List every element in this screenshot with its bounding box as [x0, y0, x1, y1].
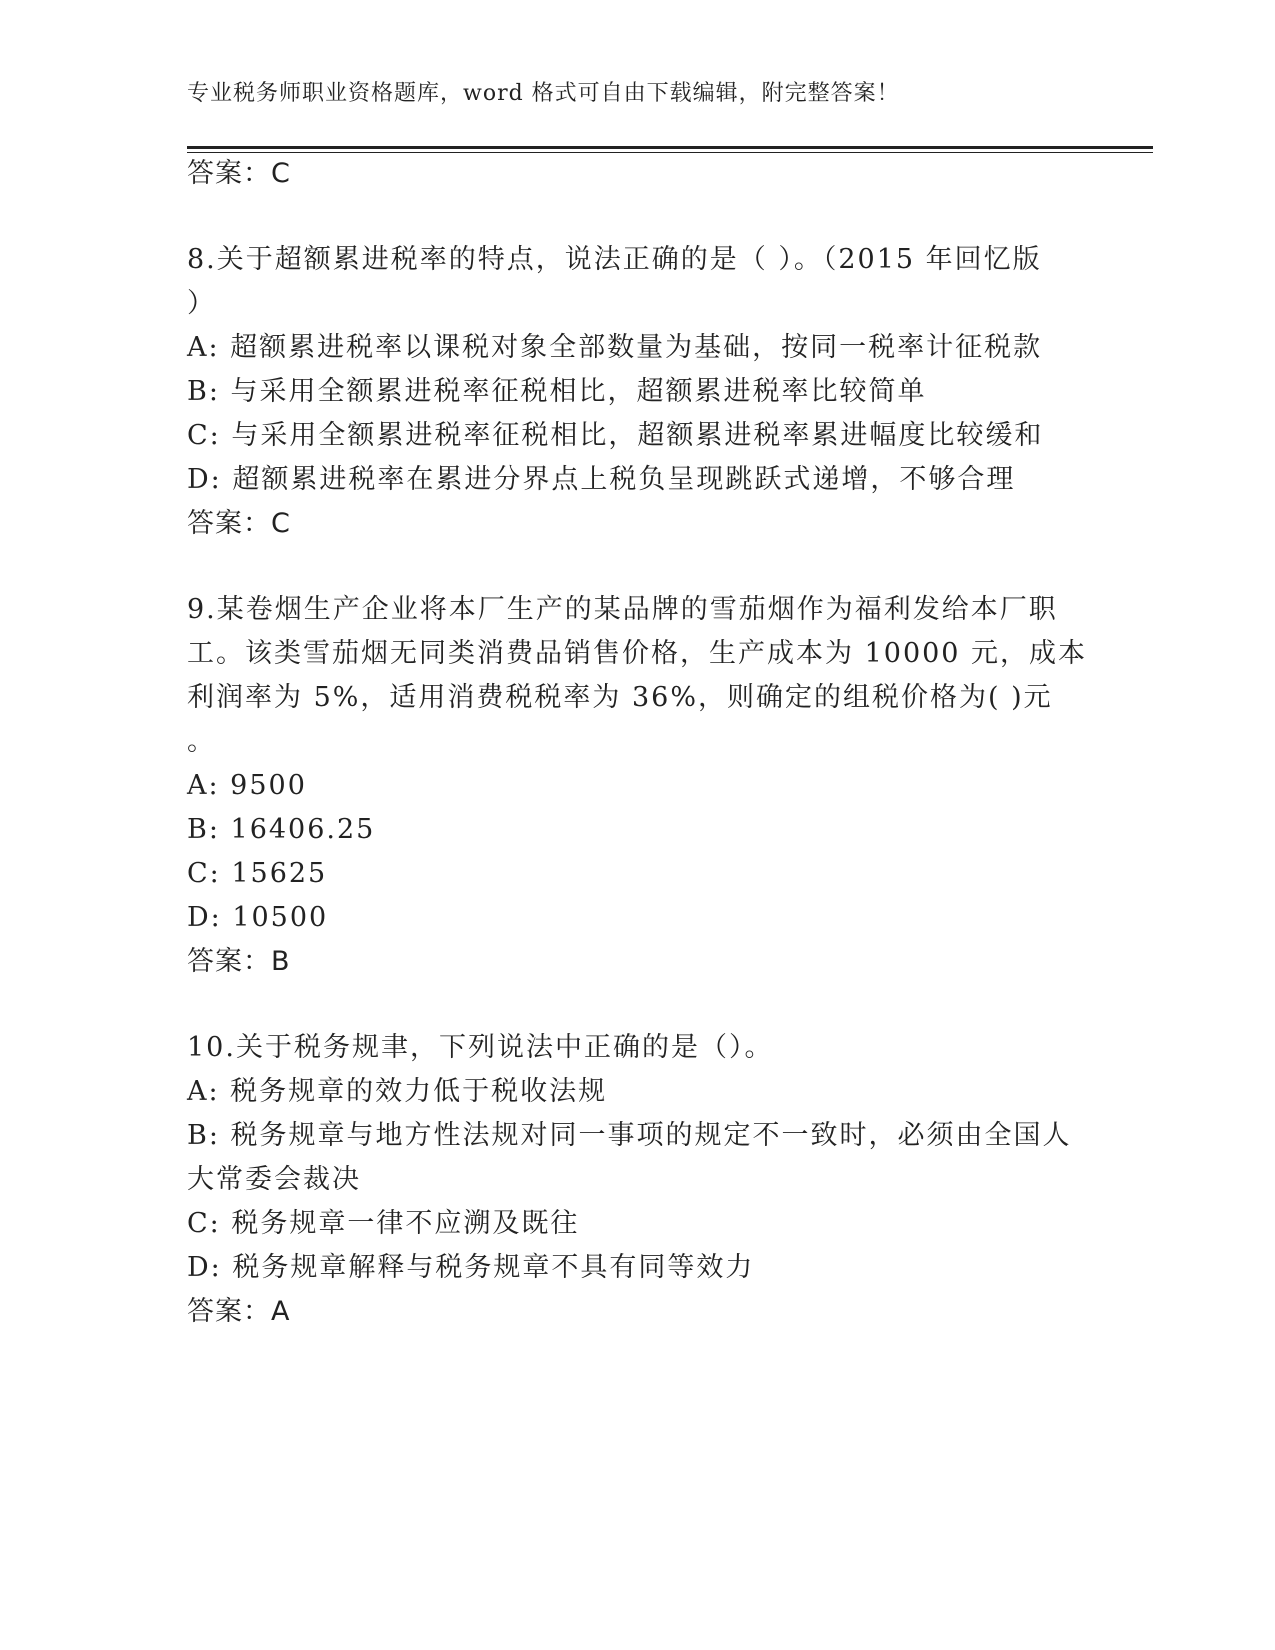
q10-option-a: A: 税务规章的效力低于税收法规: [187, 1076, 608, 1107]
q9-option-a: A: 9500: [187, 770, 307, 801]
page-header: 专业税务师职业资格题库，word 格式可自由下载编辑，附完整答案！: [187, 81, 900, 106]
header-rule-thin: [187, 152, 1153, 153]
q9-stem-line-4: 。: [187, 726, 216, 757]
q8-option-b: B: 与采用全额累进税率征税相比，超额累进税率比较简单: [187, 376, 927, 407]
q8-stem-line-2: ）: [187, 288, 216, 319]
q9-option-c: C: 15625: [187, 858, 328, 889]
q10-answer: 答案：A: [187, 1296, 291, 1327]
q10-option-d: D: 税务规章解释与税务规章不具有同等效力: [187, 1252, 755, 1283]
q9-option-b: B: 16406.25: [187, 814, 376, 845]
q9-answer: 答案：B: [187, 946, 291, 977]
q10-stem-line-1: 10.关于税务规聿，下列说法中正确的是（）。: [187, 1032, 774, 1063]
q10-option-b-line-2: 大常委会裁决: [187, 1164, 361, 1195]
q9-option-d: D: 10500: [187, 902, 329, 933]
q8-option-c: C: 与采用全额累进税率征税相比，超额累进税率累进幅度比较缓和: [187, 420, 1044, 451]
q10-option-c: C: 税务规章一律不应溯及既往: [187, 1208, 580, 1239]
q9-stem-line-2: 工。该类雪茄烟无同类消费品销售价格，生产成本为 10000 元，成本: [187, 638, 1088, 669]
q9-stem-line-1: 9.某卷烟生产企业将本厂生产的某品牌的雪茄烟作为福利发给本厂职: [187, 594, 1058, 625]
header-rule-thick: [187, 146, 1153, 149]
q9-stem-line-3: 利润率为 5%，适用消费税税率为 36%，则确定的组税价格为( )元: [187, 682, 1053, 713]
q8-stem-line-1: 8.关于超额累进税率的特点，说法正确的是（ ）。（2015 年回忆版: [187, 244, 1042, 275]
q8-option-d: D: 超额累进税率在累进分界点上税负呈现跳跃式递增，不够合理: [187, 464, 1016, 495]
q10-option-b-line-1: B: 税务规章与地方性法规对同一事项的规定不一致时，必须由全国人: [187, 1120, 1072, 1151]
q8-option-a: A: 超额累进税率以课税对象全部数量为基础，按同一税率计征税款: [187, 332, 1043, 363]
previous-answer: 答案：C: [187, 158, 291, 189]
q8-answer: 答案：C: [187, 508, 291, 539]
